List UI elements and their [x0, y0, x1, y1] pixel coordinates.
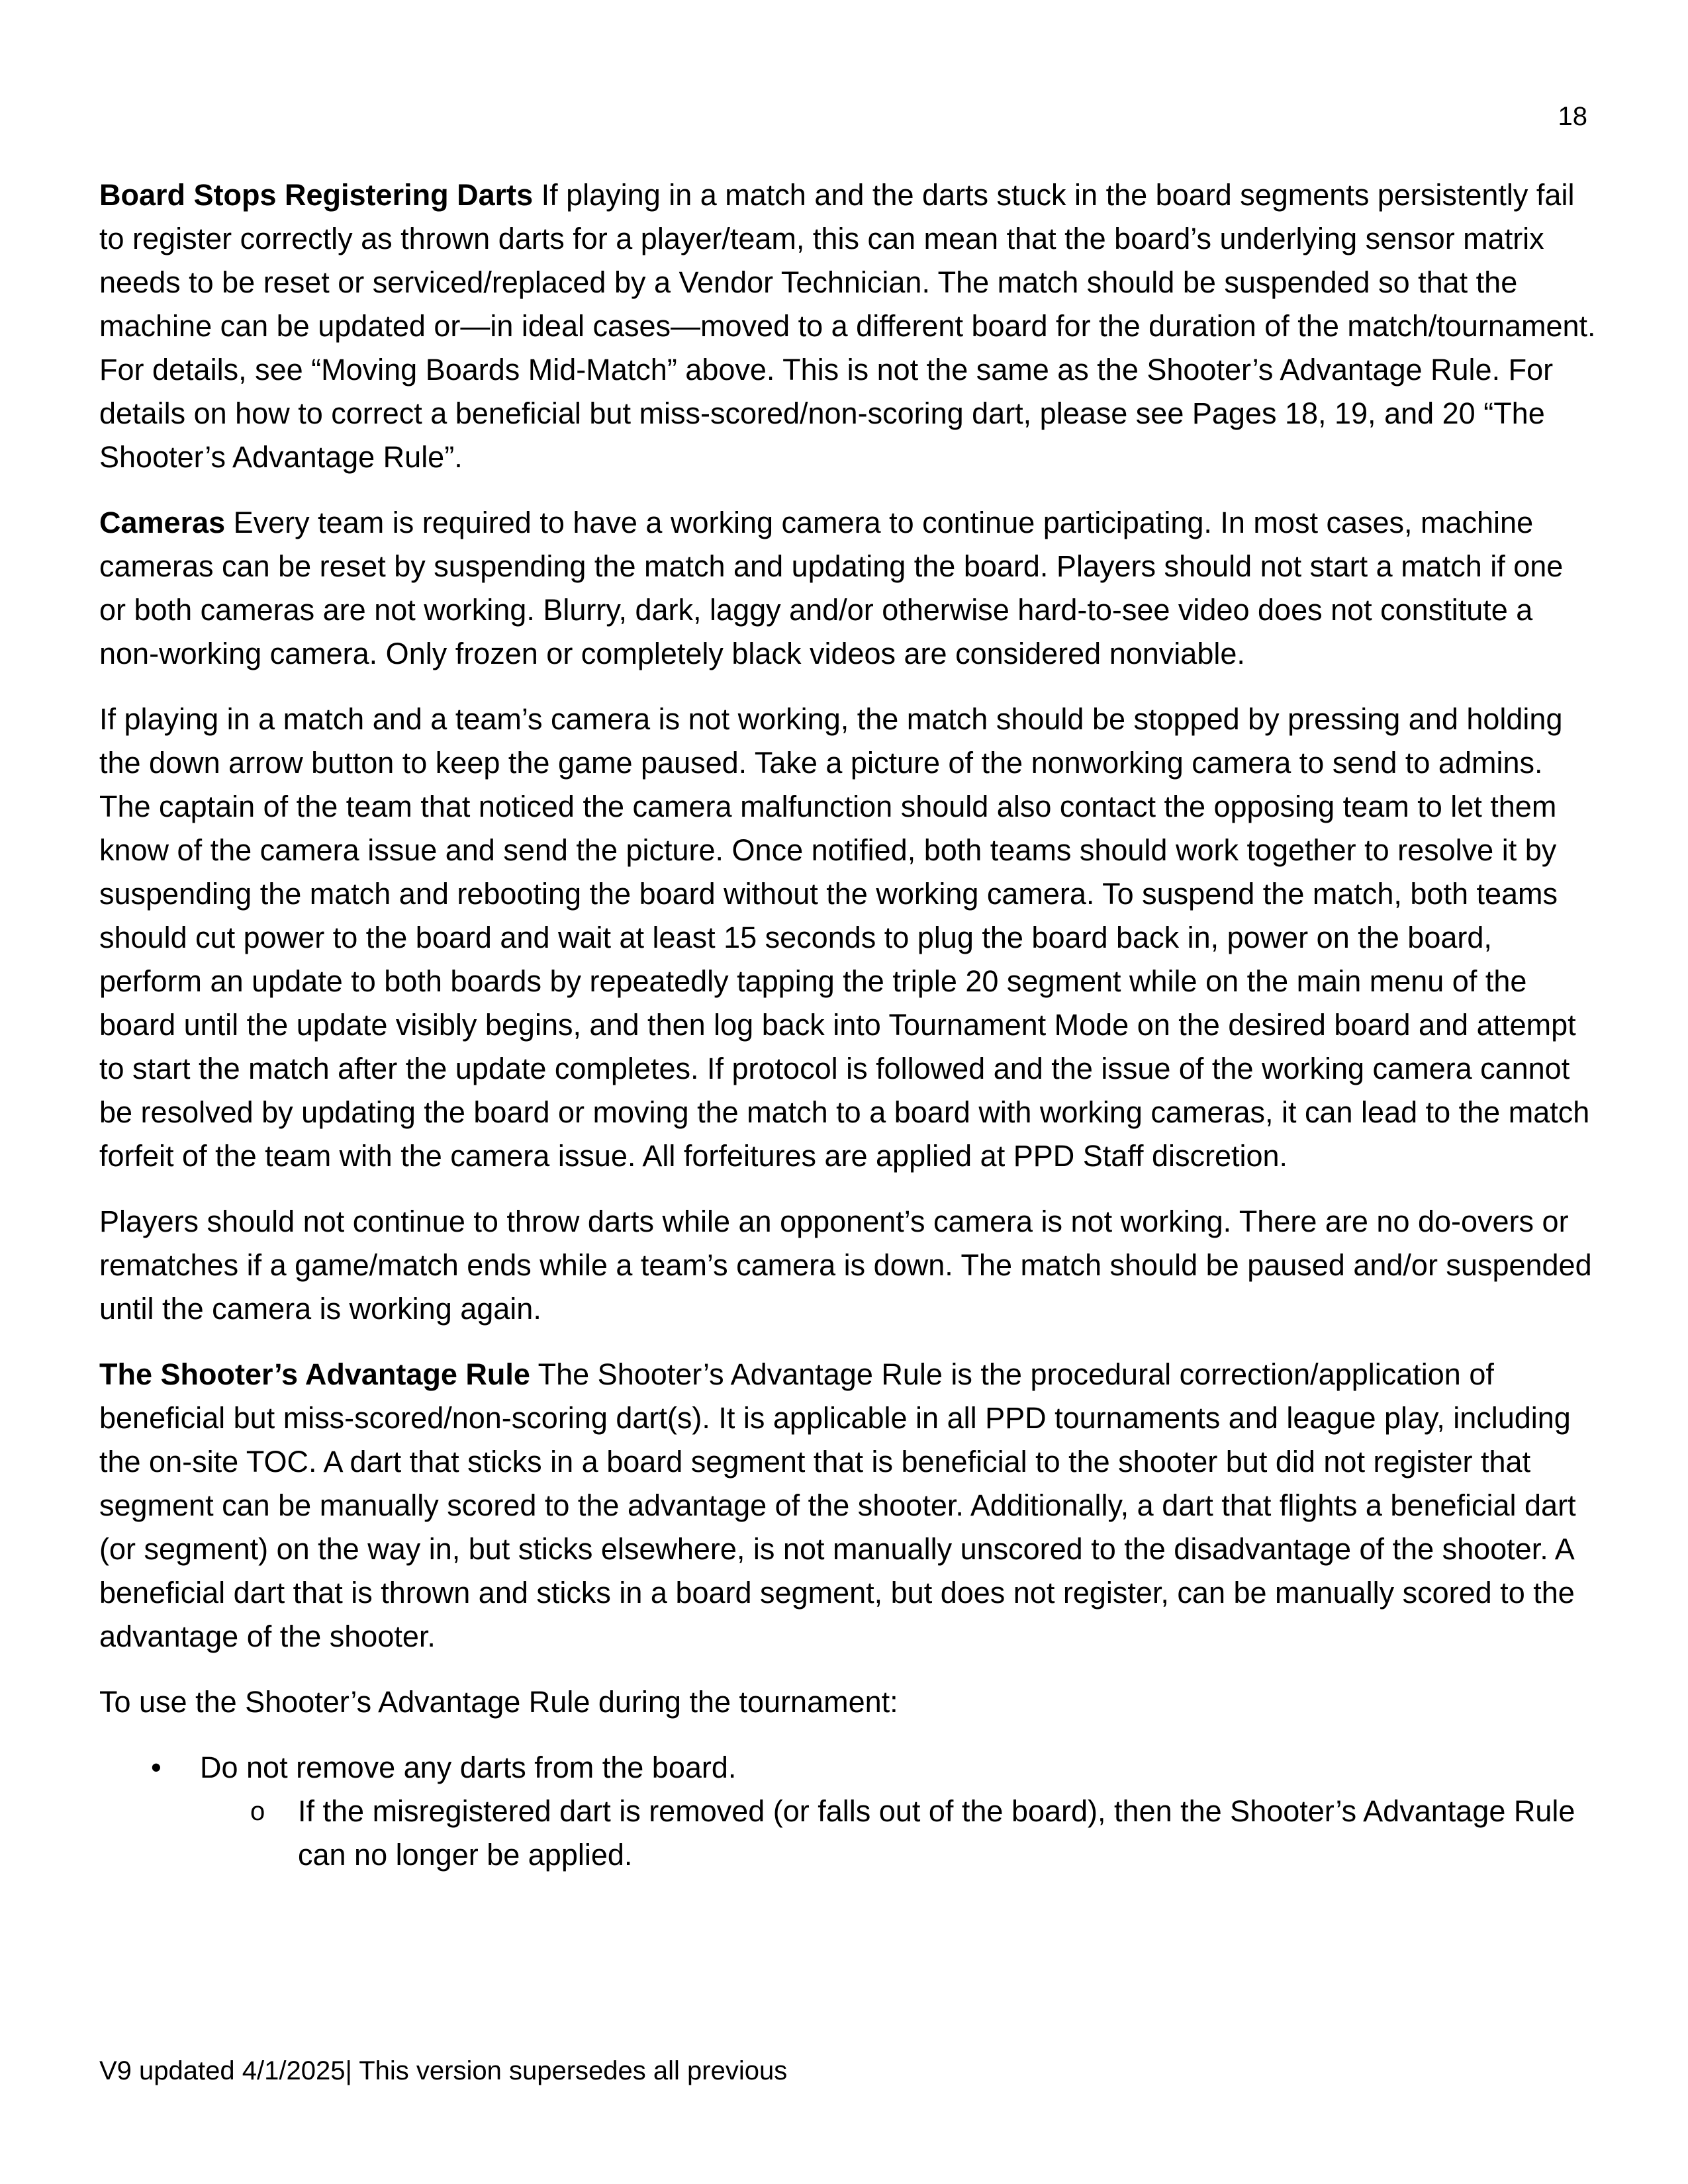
section-board-stops-registering: [99, 173, 1597, 479]
footer-version-note: V9 updated 4/1/2025| This version supersedes all previous: [99, 2056, 788, 2085]
section-heading: Cameras: [99, 506, 226, 539]
paragraph-how-to-use: [99, 1680, 1597, 1724]
page-number: 18: [1558, 102, 1587, 131]
list-item: [99, 1746, 1597, 1877]
hollow-bullet-icon: o: [250, 1797, 265, 1826]
section-text: If playing in a match and the darts stuck in the board segments persistently fail to register correctly as thrown darts for a player/team, this can mean that the board’s underlying sensor matrix needs to be reset or serviced/replaced by a Vendor Technician. The match should be suspended so that the machine can be updated or—in ideal cases—moved to a different board for the duration of the match/tournament. For details, see “Moving Boards Mid-Match” above. This is not the same as the Shooter’s Advantage Rule. For details on how to correct a beneficial but miss-scored/non-scoring dart, please see Pages 18, 19, and 20 “The Shooter’s Advantage Rule”.: [99, 178, 1596, 474]
section-heading: The Shooter’s Advantage Rule: [99, 1357, 530, 1391]
section-text: If playing in a match and a team’s camera is not working, the match should be stopped by pressing and holding the down arrow button to keep the game paused. Take a picture of the nonworking camera to send to admins. The captain of the team that noticed the camera malfunction should also contact the opposing team to let them know of the camera issue and send the picture. Once notified, both teams should work together to resolve it by suspending the match and rebooting the board without the working camera. To suspend the match, both teams should cut power to the board and wait at least 15 seconds to plug the board back in, power on the board, perform an update to both boards by repeatedly tapping the triple 20 segment while on the main menu of the board until the update visibly begins, and then log back into Tournament Mode on the desired board and attempt to start the match after the update completes. If protocol is followed and the issue of the working camera cannot be resolved by updating the board or moving the match to a board with working cameras, it can lead to the match forfeit of the team with the camera issue. All forfeitures are applied at PPD Staff discretion.: [99, 702, 1590, 1173]
sub-list-item-text: If the misregistered dart is removed (or falls out of the board), then the Shooter’s Advantage Rule can no longer be applied.: [298, 1794, 1575, 1872]
section-text: To use the Shooter’s Advantage Rule during the tournament:: [99, 1685, 898, 1719]
section-text: Every team is required to have a working camera to continue participating. In most cases, machine cameras can be reset by suspending the match and updating the board. Players should not start a match if one or both cameras are not working. Blurry, dark, laggy and/or otherwise hard-to-see video does not constitute a non-working camera. Only frozen or completely black videos are considered nonviable.: [99, 506, 1564, 670]
section-shooters-advantage: [99, 1353, 1597, 1659]
paragraph-camera-procedure: [99, 698, 1597, 1178]
section-heading: Board Stops Registering Darts: [99, 178, 534, 212]
paragraph-camera-continue: [99, 1200, 1597, 1331]
sub-list-item: [199, 1790, 1597, 1877]
sub-bullet-list: [200, 1790, 1597, 1877]
section-text: Players should not continue to throw darts while an opponent’s camera is not working. There are no do-overs or rematches if a game/match ends while a team’s camera is down. The match should be paused and/or suspended until the camera is working again.: [99, 1205, 1592, 1326]
document-body: [99, 173, 1597, 1877]
section-text: The Shooter’s Advantage Rule is the procedural correction/application of beneficial but miss-scored/non-scoring dart(s). It is applicable in all PPD tournaments and league play, including the on-site TOC. A dart that sticks in a board segment that is beneficial to the shooter but did not register that segment can be manually scored to the advantage of the shooter. Additionally, a dart that flights a beneficial dart (or segment) on the way in, but sticks elsewhere, is not manually unscored to the disadvantage of the shooter. A beneficial dart that is thrown and sticks in a board segment, but does not register, can be manually scored to the advantage of the shooter.: [99, 1357, 1576, 1653]
bullet-list: [99, 1746, 1597, 1877]
section-cameras: [99, 501, 1597, 676]
bullet-icon: •: [151, 1751, 162, 1784]
list-item-text: Do not remove any darts from the board.: [200, 1751, 737, 1784]
